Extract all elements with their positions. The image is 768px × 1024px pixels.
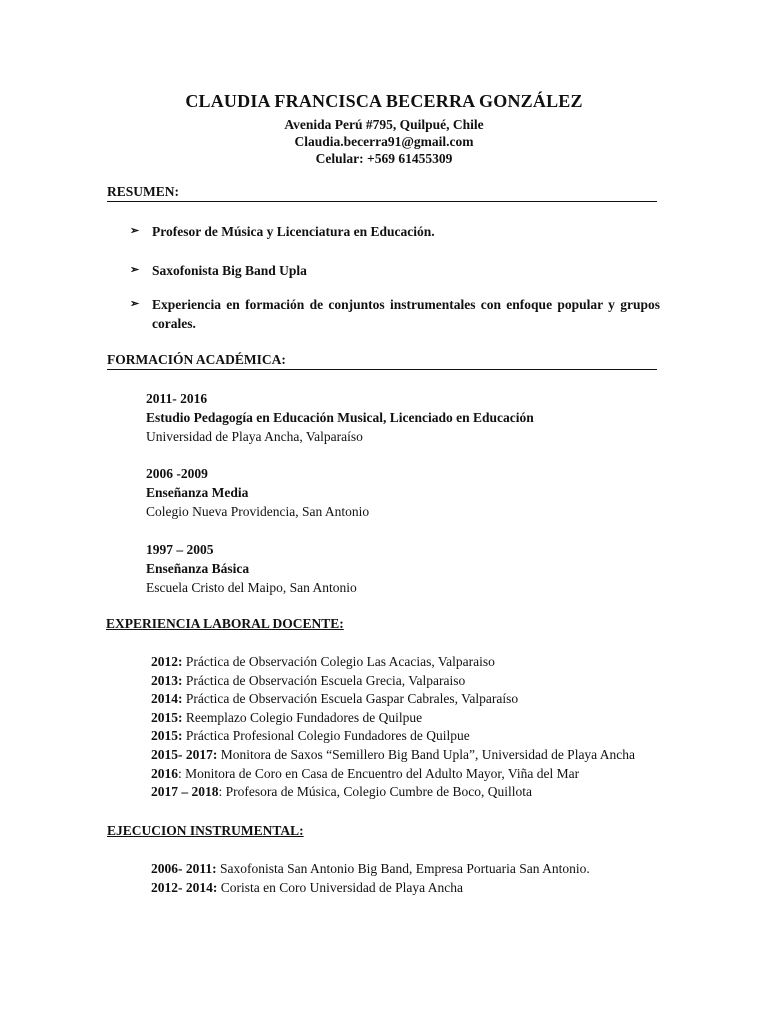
- section-heading-ejecucion: [107, 823, 657, 839]
- list-item: [151, 672, 635, 691]
- contact-block: [0, 116, 768, 167]
- instrumental-text: Saxofonista San Antonio Big Band, Empresa Portuaria San Antonio.: [216, 861, 590, 876]
- address-line: Avenida Perú #795, Quilpué, Chile: [284, 117, 484, 132]
- resumen-item-text: Saxofonista Big Band Upla: [152, 263, 307, 278]
- job-year: 2012:: [151, 654, 183, 669]
- job-year: 2015- 2017:: [151, 746, 218, 762]
- job-year: 2013:: [151, 672, 183, 688]
- list-item: [151, 783, 635, 802]
- job-year: 2015:: [151, 728, 183, 744]
- list-item: [151, 653, 635, 672]
- job-text: : Profesora de Música, Colegio Cumbre de Boco, Quillota: [218, 784, 532, 800]
- list-item: [130, 295, 660, 333]
- section-heading-experiencia: [106, 616, 656, 632]
- section-heading-resumen: RESUMEN:: [107, 184, 657, 202]
- education-institution: Colegio Nueva Providencia, San Antonio: [146, 504, 370, 519]
- job-text: Práctica de Observación Escuela Gaspar Cabrales, Valparaíso: [182, 691, 519, 707]
- job-text: Práctica Profesional Colegio Fundadores de Quilpue: [182, 728, 470, 744]
- education-entry: [146, 464, 369, 521]
- section-heading-ejecucion-text: EJECUCION INSTRUMENTAL:: [107, 823, 304, 838]
- education-years: 1997 – 2005: [146, 542, 214, 557]
- job-year: 2014:: [151, 691, 183, 707]
- section-heading-experiencia-text: EXPERIENCIA LABORAL DOCENTE:: [106, 616, 344, 631]
- education-institution: Universidad de Playa Ancha, Valparaíso: [146, 429, 363, 444]
- list-item: [151, 709, 635, 728]
- job-text: Práctica de Observación Escuela Grecia, Valparaiso: [182, 672, 466, 688]
- job-text: : Monitora de Coro en Casa de Encuentro del Adulto Mayor, Viña del Mar: [178, 765, 580, 781]
- job-text: Monitora de Saxos “Semillero Big Band Upla”, Universidad de Playa Ancha: [217, 746, 636, 762]
- arrowhead-bullet-icon: ➢: [130, 225, 140, 237]
- list-item: [151, 727, 635, 746]
- job-year: 2015:: [151, 709, 183, 725]
- arrowhead-bullet-icon: ➢: [130, 298, 140, 310]
- job-year: 2017 – 2018: [151, 784, 219, 800]
- education-degree: Estudio Pedagogía en Educación Musical, Licenciado en Educación: [146, 410, 534, 425]
- list-item: [151, 878, 590, 897]
- email-line: Claudia.becerra91@gmail.com: [294, 134, 474, 149]
- education-entry: [146, 540, 357, 597]
- instrumental-year: 2012- 2014:: [151, 880, 218, 895]
- list-item: [130, 222, 660, 241]
- education-years: 2006 -2009: [146, 466, 208, 481]
- list-item: [151, 859, 590, 878]
- education-years: 2011- 2016: [146, 391, 208, 406]
- resumen-item-text: Profesor de Música y Licenciatura en Educación.: [152, 224, 435, 239]
- education-degree: Enseñanza Media: [146, 485, 249, 500]
- instrumental-list: [151, 859, 590, 897]
- section-heading-formacion: FORMACIÓN ACADÉMICA:: [107, 352, 657, 370]
- job-text: Práctica de Observación Colegio Las Acacias, Valparaiso: [182, 654, 495, 669]
- education-entry: [146, 389, 534, 446]
- education-degree: Enseñanza Básica: [146, 561, 250, 576]
- applicant-name: CLAUDIA FRANCISCA BECERRA GONZÁLEZ: [185, 91, 583, 111]
- education-institution: Escuela Cristo del Maipo, San Antonio: [146, 580, 357, 595]
- resumen-item-text: Experiencia en formación de conjuntos instrumentales con enfoque popular y grupos corales.: [152, 297, 660, 331]
- instrumental-text: Corista en Coro Universidad de Playa Ancha: [217, 880, 463, 895]
- instrumental-year: 2006- 2011:: [151, 861, 217, 876]
- list-item: [151, 690, 635, 709]
- arrowhead-bullet-icon: ➢: [130, 264, 140, 276]
- phone-line: Celular: +569 61455309: [315, 151, 453, 166]
- list-item: [151, 746, 635, 765]
- list-item: [151, 765, 635, 784]
- experience-list: [151, 653, 635, 802]
- job-year: 2016: [151, 765, 178, 781]
- list-item: [130, 261, 660, 280]
- job-text: Reemplazo Colegio Fundadores de Quilpue: [182, 709, 423, 725]
